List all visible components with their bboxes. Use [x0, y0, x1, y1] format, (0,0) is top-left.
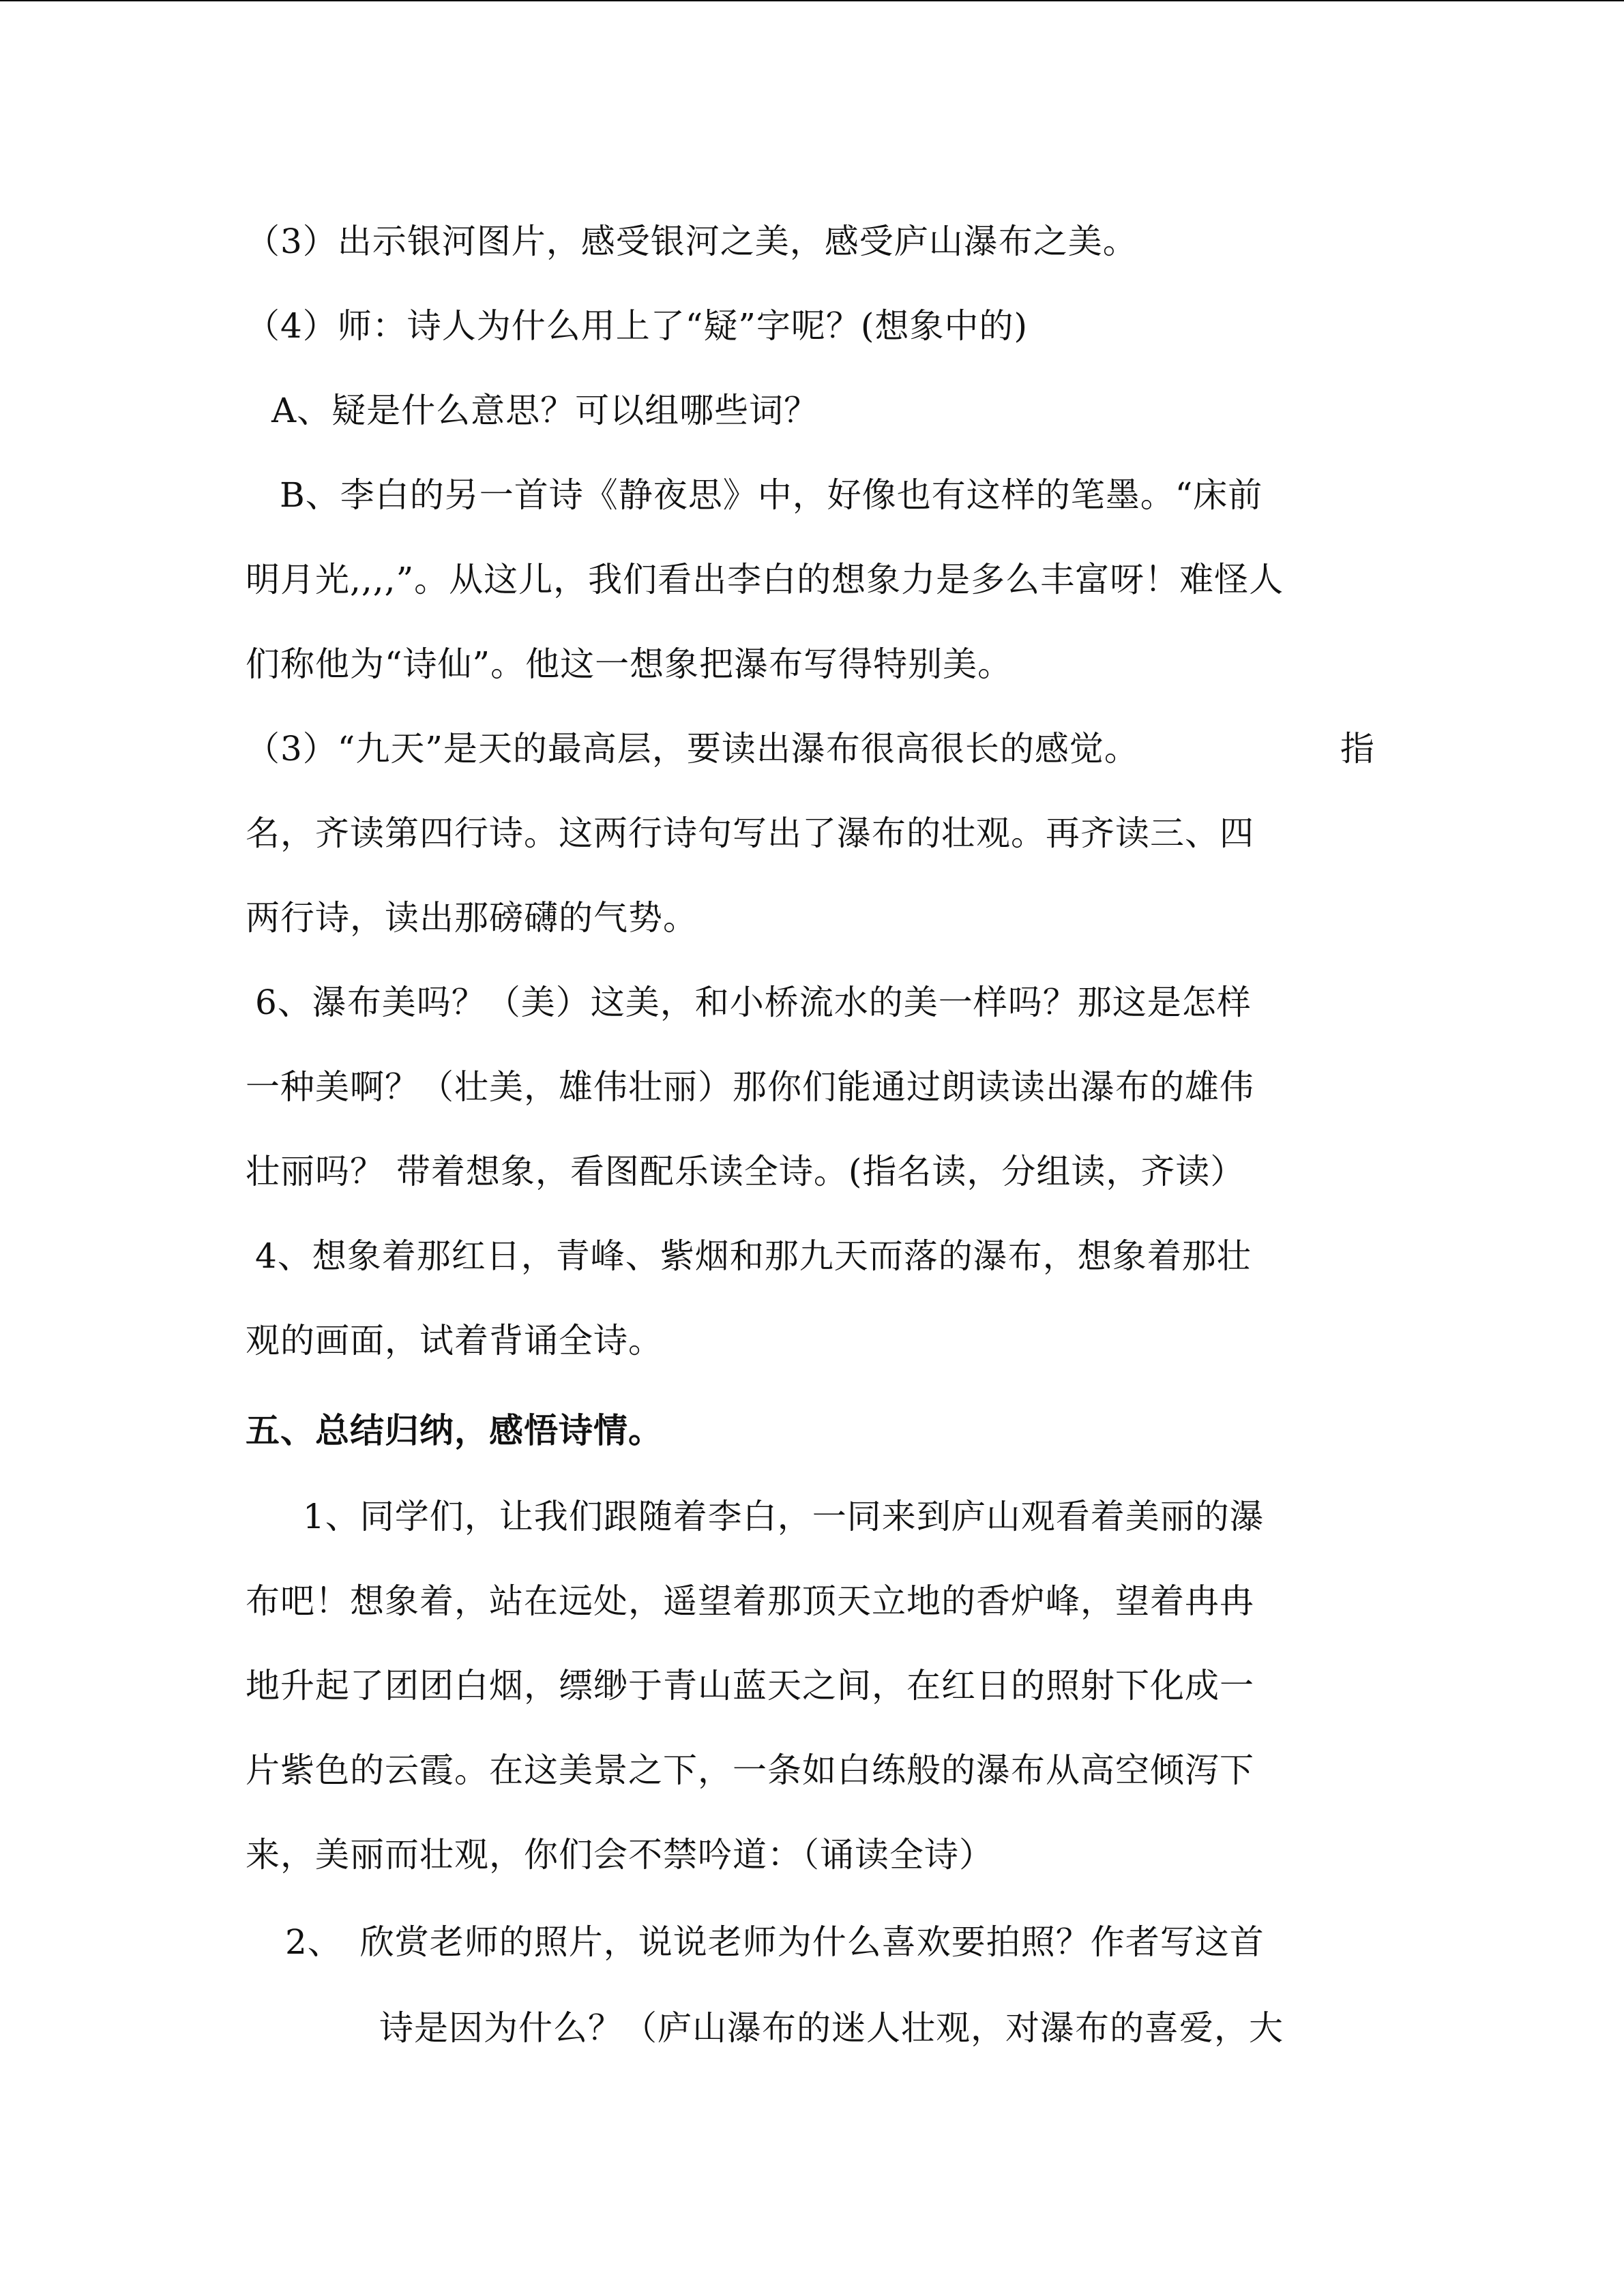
text-line-7-main: （3）“九天”是天的最高层，要读出瀑布很高很长的感觉。	[246, 729, 1139, 769]
section-heading: 五、总结归纳，感悟诗情。	[246, 1410, 663, 1450]
text-line-19: 片紫色的云霞。在这美景之下，一条如白练般的瀑布从高空倾泻下	[246, 1750, 1254, 1790]
text-line-13: 4、想象着那红日，青峰、紫烟和那九天而落的瀑布，想象着那壮	[255, 1236, 1252, 1276]
text-line-11: 一种美啊？（壮美，雄伟壮丽）那你们能通过朗读读出瀑布的雄伟	[246, 1067, 1254, 1107]
text-line-8: 名，齐读第四行诗。这两行诗句写出了瀑布的壮观。再齐读三、四	[246, 814, 1254, 853]
text-line-10: 6、瀑布美吗？（美）这美，和小桥流水的美一样吗？那这是怎样	[255, 983, 1252, 1022]
text-line-7-tail: 指	[1340, 729, 1375, 769]
text-line-22: 诗是因为什么？（庐山瀑布的迷人壮观，对瀑布的喜爱，大	[379, 2008, 1284, 2048]
text-line-16: 1、同学们，让我们跟随着李白，一同来到庐山观看着美丽的瀑	[303, 1497, 1265, 1536]
text-line-14: 观的画面，试着背诵全诗。	[246, 1321, 663, 1360]
text-line-17: 布吧！想象着，站在远处，遥望着那顶天立地的香炉峰，望着冉冉	[246, 1581, 1254, 1621]
text-line-12: 壮丽吗？ 带着想象，看图配乐读全诗。(指名读，分组读，齐读）	[246, 1152, 1245, 1191]
text-line-18: 地升起了团团白烟，缥缈于青山蓝天之间，在红日的照射下化成一	[246, 1666, 1254, 1705]
text-line-20: 来，美丽而壮观，你们会不禁吟道：（诵读全诗）	[246, 1835, 994, 1875]
text-line-4: B、李白的另一首诗《静夜思》中，好像也有这样的笔墨。“床前	[280, 475, 1263, 515]
text-line-5: 明月光,,,,”。从这儿，我们看出李白的想象力是多么丰富呀！难怪人	[246, 560, 1284, 599]
text-line-6: 们称他为“诗仙”。他这一想象把瀑布写得特别美。	[246, 644, 1013, 684]
text-line-21: 2、 欣赏老师的照片，说说老师为什么喜欢要拍照？作者写这首	[285, 1922, 1265, 1962]
text-line-2: （4）师：诗人为什么用上了“疑”字呢？(想象中的)	[246, 306, 1028, 346]
text-line-7	[246, 727, 1139, 771]
text-line-1: （3）出示银河图片，感受银河之美，感受庐山瀑布之美。	[246, 222, 1138, 261]
text-line-3: A、疑是什么意思？可以组哪些词？	[271, 391, 819, 430]
text-line-9: 两行诗，读出那磅礴的气势。	[246, 898, 698, 938]
top-border-line	[0, 0, 1624, 1]
